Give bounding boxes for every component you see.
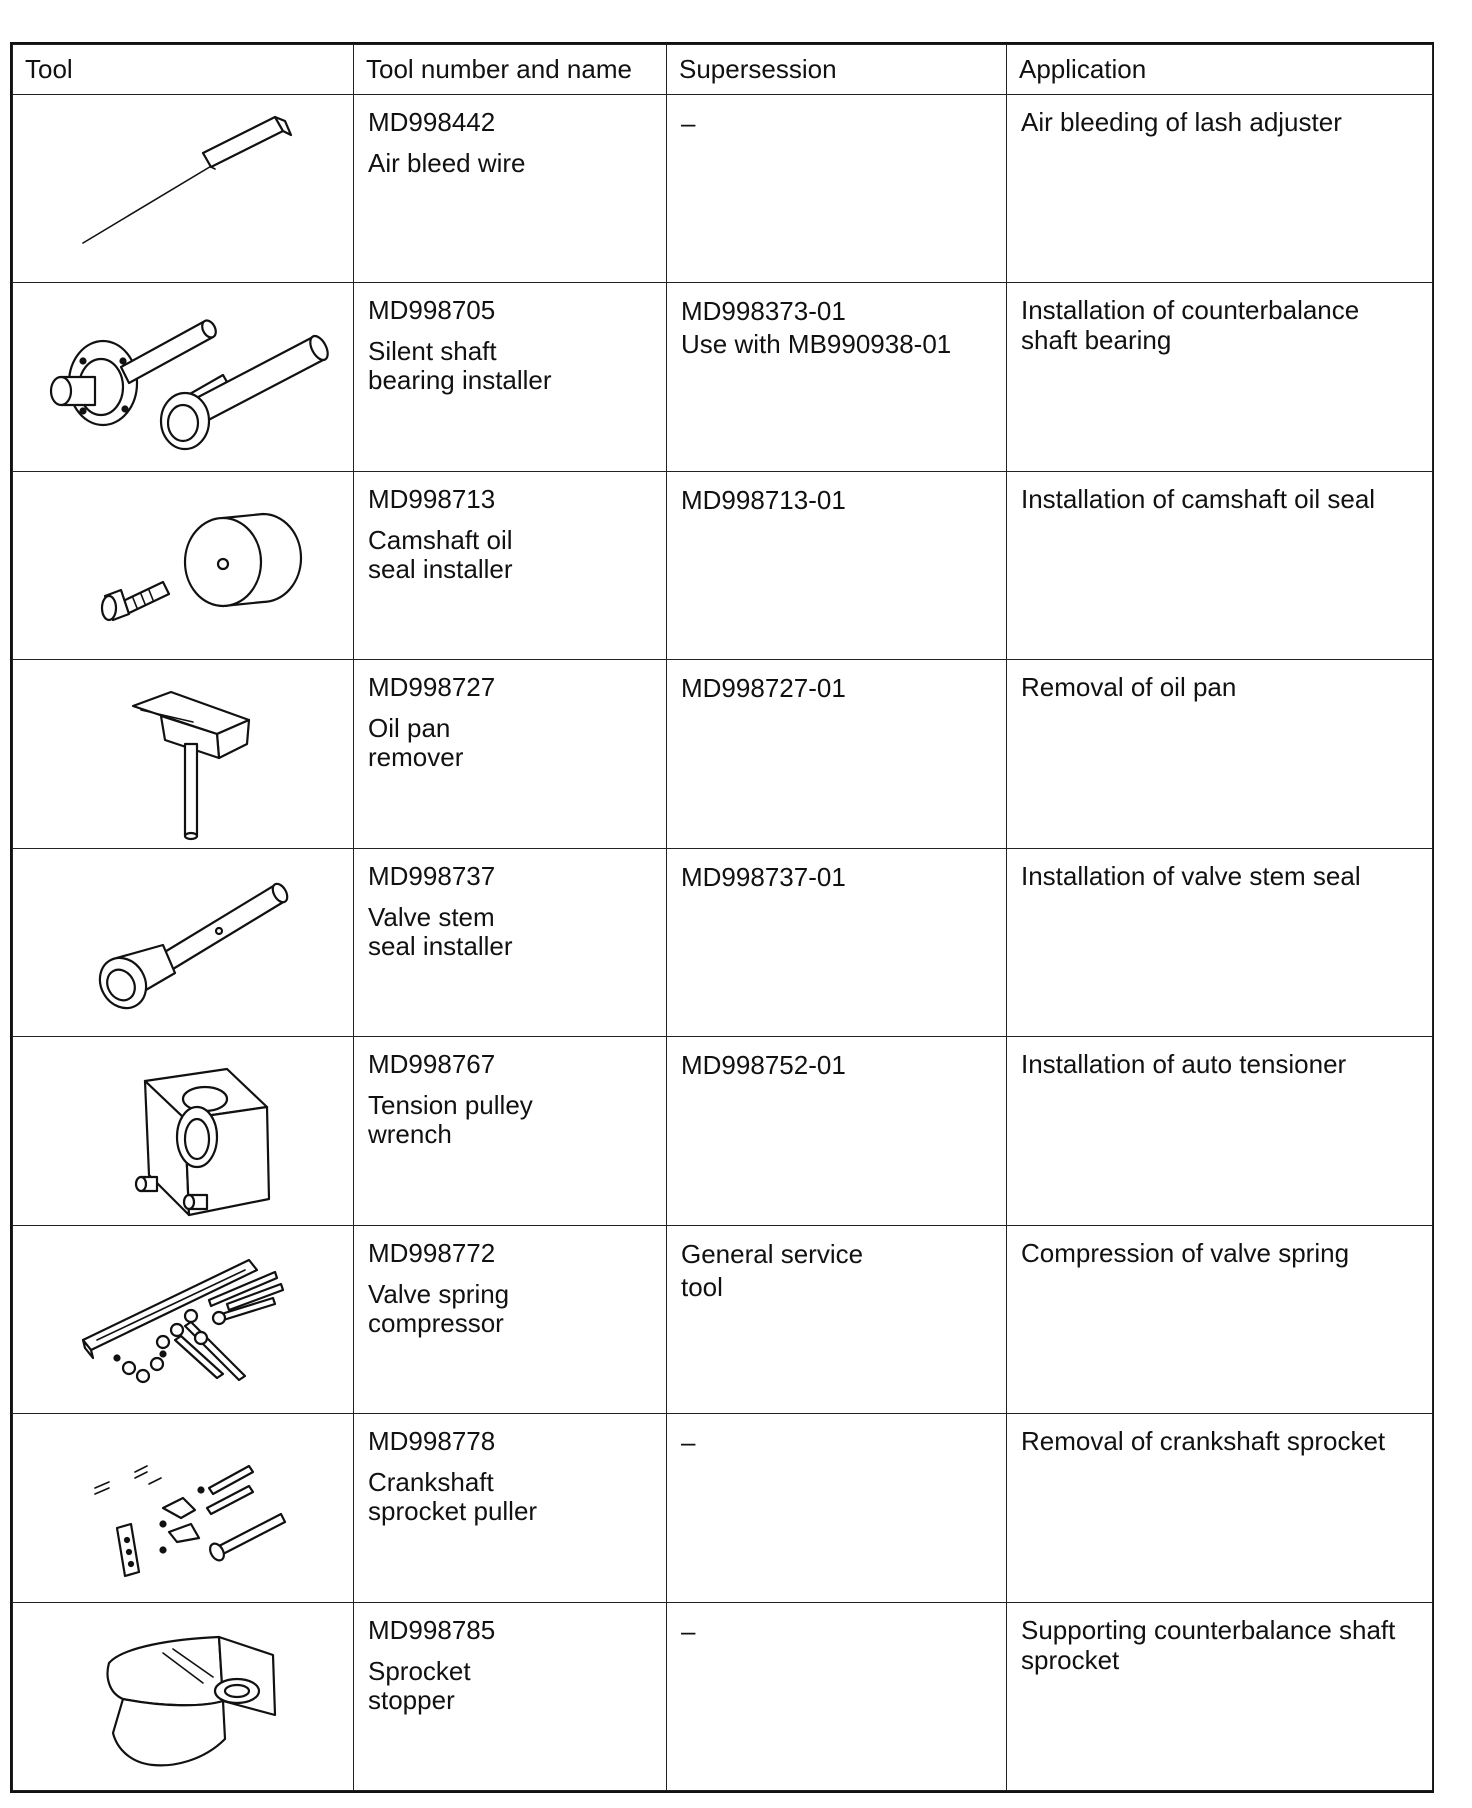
tool-illustration-cell [13,1602,354,1791]
application-cell [1007,283,1433,471]
tool-number: MD998713 [368,483,496,514]
application-text: Compression of valve spring [1021,1237,1350,1268]
application-text: Air bleeding of lash adjuster [1021,107,1342,137]
supersession-text: MD998373-01 Use with MB990938-01 [681,296,952,360]
supersession-cell [667,848,1007,1036]
crankshaft-sprocket-puller-icon [13,1414,354,1602]
special-tools-table [12,44,1433,1791]
tool-illustration-cell [13,848,354,1036]
tool-number-name-cell [354,660,667,848]
tool-number-name-cell [354,1602,667,1791]
air-bleed-wire-icon [13,95,354,283]
tool-illustration-cell [13,471,354,659]
tool-number-name-cell [354,471,667,659]
supersession-text: MD998727-01 [681,673,846,704]
tool-number: MD998442 [368,107,496,137]
tool-number: MD998785 [368,1614,496,1645]
application-cell [1007,471,1433,659]
application-cell [1007,95,1433,283]
application-cell [1007,1602,1433,1791]
supersession-cell [667,1414,1007,1602]
tool-name: Valve spring compressor [368,1278,510,1338]
application-cell [1007,1037,1433,1225]
application-text: Removal of crankshaft sprocket [1021,1426,1386,1457]
supersession-cell [667,660,1007,848]
tool-illustration-cell [13,283,354,471]
application-text: Installation of camshaft oil seal [1021,483,1376,514]
tool-illustration-cell [13,1037,354,1225]
sprocket-stopper-icon [13,1603,354,1791]
special-tools-sheet [10,42,1434,1793]
tool-number-name-cell [354,283,667,471]
tension-pulley-wrench-icon [13,1037,354,1225]
table-row [13,95,1433,283]
application-cell [1007,848,1433,1036]
tool-number-name-cell [354,848,667,1036]
supersession-cell [667,471,1007,659]
table-row [13,283,1433,471]
table-row [13,660,1433,848]
tool-name: Camshaft oil seal installer [368,524,513,584]
valve-stem-seal-installer-icon [13,849,354,1037]
application-text: Supporting counterbalance shaft sprocket [1021,1614,1396,1675]
application-text: Installation of valve stem seal [1021,860,1361,891]
tool-number: MD998778 [368,1426,496,1457]
tool-number-name-cell [354,1037,667,1225]
application-text: Removal of oil pan [1021,672,1237,703]
tool-illustration-cell [13,95,354,283]
tool-name: Valve stem seal installer [368,901,513,961]
supersession-cell [667,1602,1007,1791]
supersession-text: – [681,1615,696,1646]
table-row [13,1414,1433,1602]
tool-illustration-cell [13,660,354,848]
supersession-text: MD998713-01 [681,484,846,515]
camshaft-oil-seal-installer-icon [13,472,354,660]
tool-name: Tension pulley wrench [368,1090,533,1150]
supersession-cell [667,1225,1007,1413]
table-row [13,471,1433,659]
application-text: Installation of counterbalance shaft bearing [1021,295,1360,356]
supersession-text: MD998752-01 [681,1050,846,1081]
tool-name: Air bleed wire [368,148,526,178]
table-header-row [13,45,1433,95]
header-supersession: Supersession [667,45,1007,95]
tool-name: Crankshaft sprocket puller [368,1467,538,1527]
tool-number-name-cell [354,1225,667,1413]
tool-name: Sprocket stopper [368,1655,471,1715]
application-cell [1007,1225,1433,1413]
supersession-text: General service tool [681,1238,864,1302]
tool-number: MD998772 [368,1237,496,1268]
table-row [13,1602,1433,1791]
header-tool: Tool [13,45,354,95]
table-row [13,848,1433,1036]
application-cell [1007,1414,1433,1602]
supersession-text: – [681,108,696,138]
tool-number: MD998727 [368,672,496,703]
application-cell [1007,660,1433,848]
supersession-text: – [681,1427,696,1458]
table-row [13,1225,1433,1413]
application-text: Installation of auto tensioner [1021,1049,1347,1080]
tool-number-name-cell [354,95,667,283]
supersession-cell [667,95,1007,283]
tool-illustration-cell [13,1414,354,1602]
tool-number: MD998737 [368,860,496,891]
oil-pan-remover-icon [13,660,354,848]
table-row [13,1037,1433,1225]
supersession-text: MD998737-01 [681,861,846,892]
supersession-cell [667,1037,1007,1225]
tool-name: Oil pan remover [368,713,464,773]
tool-number: MD998767 [368,1049,496,1080]
tool-number: MD998705 [368,295,496,326]
tool-number-name-cell [354,1414,667,1602]
tool-name: Silent shaft bearing installer [368,336,552,396]
supersession-cell [667,283,1007,471]
header-tool-number-and-name: Tool number and name [354,45,667,95]
silent-shaft-bearing-installer-icon [13,283,354,471]
header-application: Application [1007,45,1433,95]
tool-illustration-cell [13,1225,354,1413]
valve-spring-compressor-icon [13,1226,354,1414]
